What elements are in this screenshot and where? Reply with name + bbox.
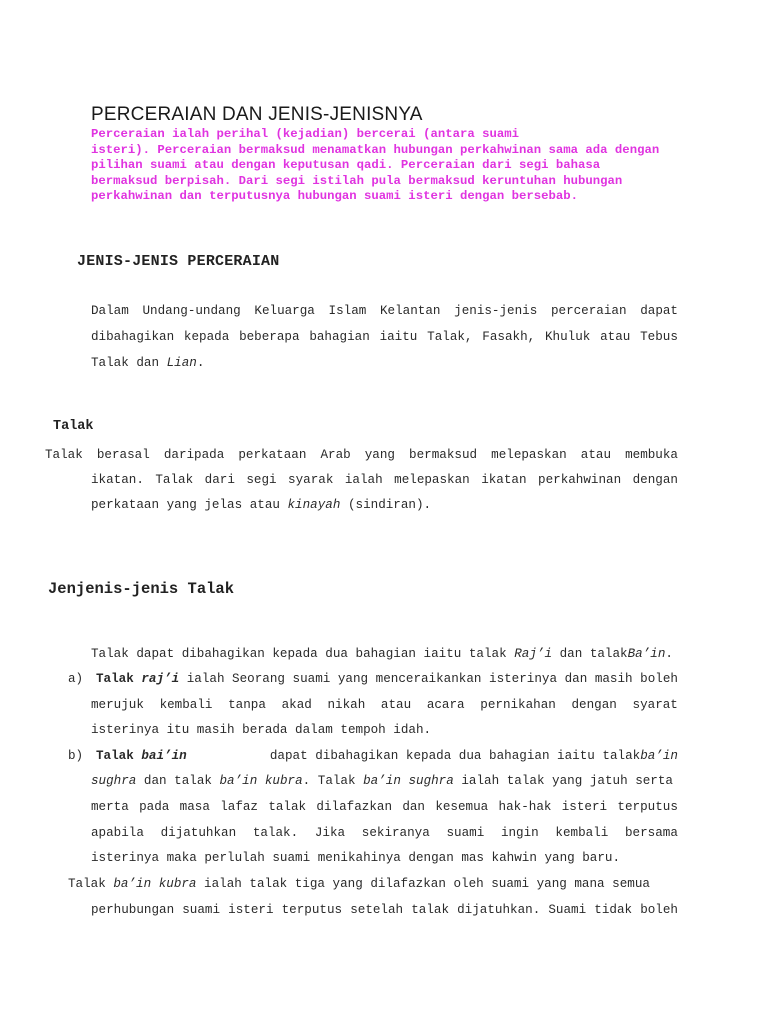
italic-term: ba’in kubra bbox=[219, 774, 303, 788]
word: nikah bbox=[327, 698, 366, 712]
word: syarat bbox=[632, 698, 678, 712]
word: lafaz bbox=[220, 800, 258, 814]
italic-term: Raj’i bbox=[514, 647, 553, 661]
word: acara bbox=[426, 698, 465, 712]
word: kepada bbox=[183, 330, 230, 344]
word: kesemua bbox=[435, 800, 489, 814]
word: isteri bbox=[228, 903, 274, 917]
word: dilafazkan bbox=[316, 800, 392, 814]
word: sekiranya bbox=[361, 826, 430, 840]
item-a-line bbox=[96, 672, 678, 686]
word: merujuk bbox=[91, 698, 144, 712]
word: segi bbox=[246, 473, 277, 487]
word: perhubungan bbox=[91, 903, 175, 917]
word: terputus bbox=[617, 800, 678, 814]
intro-paragraph bbox=[91, 127, 691, 205]
section-heading-jenis: JENIS-JENIS PERCERAIAN bbox=[77, 253, 280, 270]
word: Dalam bbox=[91, 304, 129, 318]
italic-term: kinayah bbox=[287, 498, 341, 512]
word: bahagian bbox=[309, 330, 370, 344]
word: talak. bbox=[252, 826, 299, 840]
word: hak-hak bbox=[498, 800, 552, 814]
word: atau bbox=[600, 330, 631, 344]
item-b-line bbox=[91, 800, 678, 814]
word: iaitu bbox=[379, 330, 418, 344]
intro-line: perkahwinan dan terputusnya hubungan suami isteri dengan bersebab. bbox=[91, 189, 579, 203]
word: jenis-jenis bbox=[454, 304, 538, 318]
talak-para-line bbox=[45, 448, 678, 462]
word: dijatuhkan. bbox=[457, 903, 541, 917]
word: atau bbox=[580, 448, 612, 462]
word: apabila bbox=[91, 826, 144, 840]
italic-term: sughra bbox=[91, 774, 137, 788]
word: dengan bbox=[571, 698, 617, 712]
intro-line: pilihan suami atau dengan keputusan qadi. Perceraian dari segi bahasa bbox=[91, 158, 601, 172]
bold-italic-term: bai’in bbox=[141, 749, 187, 763]
intro-line: Perceraian ialah perihal (kejadian) bercerai (antara suami bbox=[91, 127, 520, 141]
word: yang bbox=[364, 448, 395, 462]
word: syarak bbox=[288, 473, 334, 487]
word: pada bbox=[139, 800, 170, 814]
item-b-line: isterinya maka perlulah suami menikahinya dengan mas kahwin yang baru. bbox=[91, 851, 621, 865]
word: dijatuhkan bbox=[160, 826, 237, 840]
word: Jika bbox=[314, 826, 346, 840]
section-heading-jenis-talak: Jenjenis-jenis Talak bbox=[48, 580, 235, 598]
word: talak bbox=[411, 903, 450, 917]
text-run: . Talak bbox=[302, 774, 364, 788]
section-heading-talak: Talak bbox=[53, 419, 94, 434]
text-run bbox=[96, 749, 187, 763]
bold-term: Talak bbox=[96, 672, 142, 686]
talak-para-line bbox=[91, 498, 431, 512]
word: Suami bbox=[548, 903, 587, 917]
word: membuka bbox=[625, 448, 678, 462]
page-title: PERCERAIAN DAN JENIS-JENISNYA bbox=[91, 104, 423, 125]
word: dengan bbox=[632, 473, 678, 487]
word: Talak, bbox=[427, 330, 473, 344]
word: perceraian bbox=[550, 304, 627, 318]
word: ingin bbox=[500, 826, 539, 840]
word: melepaskan bbox=[394, 473, 470, 487]
intro-line: isteri). Perceraian bermaksud menamatkan hubungan perkahwinan sama ada dengan bbox=[91, 142, 660, 157]
word: Fasakh, bbox=[482, 330, 536, 344]
item-a-line: isterinya itu masih berada dalam tempoh idah. bbox=[91, 723, 432, 737]
jenis-para-line bbox=[91, 330, 678, 344]
text-run: ialah Seorang suami yang menceraikankan isterinya dan masih boleh bbox=[179, 672, 678, 686]
list-marker-a: a) bbox=[68, 672, 84, 686]
text-run: . bbox=[665, 647, 673, 661]
word: merta bbox=[91, 800, 129, 814]
word: melepaskan bbox=[491, 448, 567, 462]
italic-term: ba’in kubra bbox=[113, 877, 197, 891]
word: daripada bbox=[163, 448, 225, 462]
text-run: dan talak bbox=[136, 774, 220, 788]
italic-term: ba’in bbox=[640, 749, 678, 763]
word: kembali bbox=[159, 698, 213, 712]
word: perkataan bbox=[238, 448, 307, 462]
kubra-line bbox=[68, 877, 678, 891]
word: masa bbox=[179, 800, 210, 814]
text-run: . bbox=[196, 356, 205, 370]
word: suami bbox=[446, 826, 485, 840]
word: ikatan bbox=[481, 473, 527, 487]
word: beberapa bbox=[239, 330, 300, 344]
word: akad bbox=[281, 698, 312, 712]
word: bermaksud bbox=[409, 448, 478, 462]
word: Tebus bbox=[640, 330, 678, 344]
word: Talak bbox=[155, 473, 194, 487]
word: tidak bbox=[594, 903, 633, 917]
jenis-para-line bbox=[91, 356, 204, 370]
word: terputus bbox=[281, 903, 343, 917]
word: dari bbox=[204, 473, 235, 487]
word: kembali bbox=[555, 826, 609, 840]
text-run: dapat dibahagikan kepada dua bahagian iaitu talak bbox=[269, 749, 641, 763]
word: Khuluk bbox=[544, 330, 591, 344]
jenis-para-line bbox=[91, 304, 678, 318]
word: dibahagikan bbox=[91, 330, 175, 344]
word: bersama bbox=[624, 826, 678, 840]
word: Arab bbox=[320, 448, 351, 462]
italic-term: Lian bbox=[166, 356, 197, 370]
text-run: perkataan yang jelas atau bbox=[91, 498, 288, 512]
italic-term: ba’in sughra bbox=[363, 774, 454, 788]
kubra-line bbox=[91, 903, 678, 917]
item-a-line bbox=[91, 698, 678, 712]
item-b-line bbox=[96, 749, 678, 763]
word: ialah bbox=[344, 473, 383, 487]
word: isteri bbox=[561, 800, 608, 814]
word: dan bbox=[402, 800, 425, 814]
word: Kelantan bbox=[380, 304, 441, 318]
text-run: ialah talak yang jatuh serta bbox=[453, 774, 673, 788]
italic-term: Ba’in bbox=[627, 647, 666, 661]
text-run: dan talak bbox=[552, 647, 628, 661]
word: Islam bbox=[328, 304, 367, 318]
word: setelah bbox=[350, 903, 404, 917]
jenis-talak-intro bbox=[91, 647, 673, 661]
word: perkahwinan bbox=[538, 473, 622, 487]
item-b-line bbox=[91, 826, 678, 840]
word: Talak bbox=[45, 448, 83, 462]
bold-italic-term: raj’i bbox=[141, 672, 180, 686]
word: boleh bbox=[640, 903, 678, 917]
text-run bbox=[270, 749, 678, 763]
word: pernikahan bbox=[480, 698, 556, 712]
word: atau bbox=[380, 698, 412, 712]
text-run: Talak bbox=[68, 877, 114, 891]
intro-line: bermaksud berpisah. Dari segi istilah pula bermaksud keruntuhan hubungan bbox=[91, 173, 623, 188]
word: ikatan. bbox=[91, 473, 144, 487]
text-run bbox=[68, 877, 650, 891]
list-marker-b: b) bbox=[68, 749, 84, 763]
word: dapat bbox=[640, 304, 678, 318]
bold-term: Talak bbox=[96, 749, 142, 763]
text-run: ialah talak tiga yang dilafazkan oleh suami yang mana semua bbox=[196, 877, 650, 891]
word: tanpa bbox=[228, 698, 266, 712]
text-run: Talak dan bbox=[91, 356, 167, 370]
word: berasal bbox=[96, 448, 150, 462]
text-run: Talak dapat dibahagikan kepada dua bahagian iaitu talak bbox=[91, 647, 515, 661]
word: Keluarga bbox=[254, 304, 315, 318]
talak-para-line bbox=[91, 473, 678, 487]
word: talak bbox=[268, 800, 307, 814]
word: Undang-undang bbox=[142, 304, 241, 318]
text-run bbox=[91, 774, 673, 788]
text-run: (sindiran). bbox=[340, 498, 432, 512]
word: suami bbox=[182, 903, 221, 917]
item-b-line bbox=[91, 774, 678, 788]
